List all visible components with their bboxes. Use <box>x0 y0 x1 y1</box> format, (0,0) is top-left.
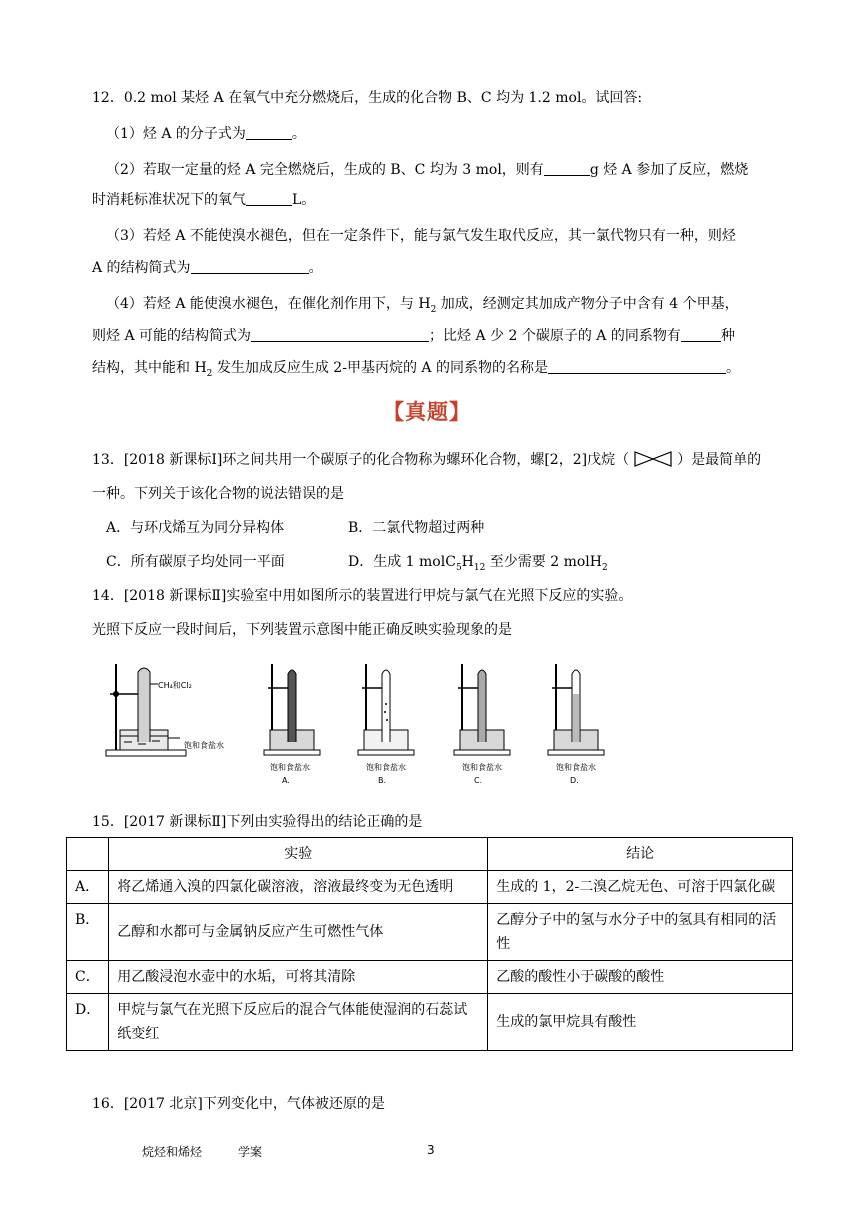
q12-part4-text: 发生加成反应生成 2-甲基丙烷的 A 的同系物的名称是 <box>212 360 548 376</box>
apparatus-option-b <box>356 654 416 758</box>
answer-blank <box>544 161 590 176</box>
q13-option-d <box>348 552 608 578</box>
q12-part4-text: 结构，其中能和 H <box>92 360 207 376</box>
punct: 。 <box>291 126 306 142</box>
footer-subtitle: 学案 <box>238 1145 263 1159</box>
experiment-cell: 甲烷与氯气在光照下反应后的混合气体能使湿润的石蕊试纸变红 <box>109 994 488 1051</box>
table-row <box>67 904 793 961</box>
option-cell: B． <box>67 904 109 961</box>
q12-part3: （3）若烃 A 不能使溴水褪色，但在一定条件下，能与氯气发生取代反应，其一氯代物只有一种，则烃 <box>106 228 736 244</box>
apparatus-option-d <box>546 654 606 758</box>
table-header-row <box>67 838 793 871</box>
answer-blank <box>251 327 429 342</box>
q12-part4 <box>106 294 739 320</box>
q14-stem-cont: 光照下反应一段时间后，下列装置示意图中能正确反映实验现象的是 <box>92 622 512 638</box>
letter-c: C. <box>474 776 483 785</box>
caption-b: 饱和食盐水 <box>366 763 406 772</box>
label-salt-water: 饱和食盐水 <box>184 741 224 750</box>
q12-part2-text: L。 <box>292 192 316 208</box>
table-header-cell: 实验 <box>109 838 488 871</box>
apparatus-option-a <box>262 654 322 758</box>
experiment-cell: 用乙酸浸泡水壶中的水垢，可将其清除 <box>109 961 488 994</box>
letter-a: A. <box>282 776 290 785</box>
table-header-cell: 结论 <box>488 838 793 871</box>
punct: 。 <box>308 260 323 276</box>
letter-d: D. <box>570 776 579 785</box>
q13-text: 13．[2018 新课标Ⅰ]环之间共用一个碳原子的化合物称为螺环化合物，螺[2，2]戊烷（ <box>92 452 630 468</box>
subscript: 12 <box>473 562 486 573</box>
q12-part2 <box>106 160 748 180</box>
q15-stem: 15．[2017 新课标Ⅱ]下列由实验得出的结论正确的是 <box>92 814 423 830</box>
experiment-cell: 将乙烯通入溴的四氯化碳溶液，溶液最终变为无色透明 <box>109 871 488 904</box>
spiropentane-structure-icon <box>633 450 673 468</box>
q14-stem: 14．[2018 新课标Ⅱ]实验室中用如图所示的装置进行甲烷与氯气在光照下反应的实验。 <box>92 588 633 604</box>
subscript: 2 <box>430 304 437 315</box>
caption-c: 饱和食盐水 <box>462 763 502 772</box>
conclusion-cell: 乙醇分子中的氢与水分子中的氢具有相同的活性 <box>488 904 793 961</box>
q12-part2-cont <box>92 190 315 210</box>
q13-option-c: C．所有碳原子均处同一平面 <box>106 554 285 570</box>
answer-blank <box>191 259 309 274</box>
option-cell: D． <box>67 994 109 1051</box>
answer-blank <box>246 125 292 140</box>
q12-part4-text: 种 <box>720 328 735 344</box>
q15-table <box>66 837 793 1051</box>
answer-blank <box>681 327 721 342</box>
q12-part2-text: （2）若取一定量的烃 A 完全燃烧后，生成的 B、C 均为 3 mol，则有 <box>106 162 544 178</box>
table-header-cell <box>67 838 109 871</box>
q16-stem: 16．[2017 北京]下列变化中，气体被还原的是 <box>92 1096 385 1112</box>
subscript: 2 <box>206 368 213 379</box>
option-cell: C． <box>67 961 109 994</box>
q12-part4-text: 则烃 A 可能的结构简式为 <box>92 328 252 344</box>
q12-stem: 12．0.2 mol 某烃 A 在氧气中充分燃烧后，生成的化合物 B、C 均为 1.2 mol。试回答: <box>92 90 643 106</box>
q12-part3-text: A 的结构简式为 <box>92 260 191 276</box>
apparatus-original <box>100 654 250 764</box>
q12-part2-text: g 烃 A 参加了反应，燃烧 <box>589 162 749 178</box>
section-banner: 【真题】 <box>383 400 471 424</box>
q12-part1-text: （1）烃 A 的分子式为 <box>106 126 246 142</box>
conclusion-cell: 生成的 1，2-二溴乙烷无色、可溶于四氯化碳 <box>488 871 793 904</box>
q13-option-a: A．与环戊烯互为同分异构体 <box>106 520 285 536</box>
punct: 。 <box>725 360 740 376</box>
footer-title: 烷烃和烯烃 <box>142 1145 203 1159</box>
q12-part4-line2 <box>92 326 735 346</box>
q13-stem-cont: 一种。下列关于该化合物的说法错误的是 <box>92 486 344 502</box>
q12-part2-text: 时消耗标准状况下的氧气 <box>92 192 246 208</box>
q13-text: 至少需要 2 molH <box>485 554 602 570</box>
conclusion-cell: 生成的氯甲烷具有酸性 <box>488 994 793 1051</box>
subscript: 5 <box>455 562 462 573</box>
caption-d: 饱和食盐水 <box>556 763 596 772</box>
q13-option-b: B．二氯代物超过两种 <box>348 520 485 536</box>
label-gas: CH₄和Cl₂ <box>158 681 192 690</box>
conclusion-cell: 乙酸的酸性小于碳酸的酸性 <box>488 961 793 994</box>
q12-part4-text: ；比烃 A 少 2 个碳原子的 A 的同系物有 <box>429 328 681 344</box>
letter-b: B. <box>378 776 387 785</box>
q12-part3-cont <box>92 258 323 278</box>
table-row <box>67 871 793 904</box>
q12-part4-line3 <box>92 358 740 384</box>
caption-a: 饱和食盐水 <box>270 763 310 772</box>
q13-stem <box>92 450 761 470</box>
subscript: 2 <box>602 562 608 573</box>
option-cell: A． <box>67 871 109 904</box>
experiment-cell: 乙醇和水都可与金属钠反应产生可燃性气体 <box>109 904 488 961</box>
q13-text: D．生成 1 molC <box>348 554 456 570</box>
answer-blank <box>548 359 726 374</box>
q12-part1 <box>106 124 306 144</box>
table-row <box>67 961 793 994</box>
q12-part4-text: （4）若烃 A 能使溴水褪色，在催化剂作用下，与 H <box>106 296 431 312</box>
q13-text: H <box>461 554 474 570</box>
table-row <box>67 994 793 1051</box>
q13-text: ）是最简单的 <box>677 452 762 468</box>
q12-part4-text: 加成，经测定其加成产物分子中含有 4 个甲基， <box>436 296 739 312</box>
answer-blank <box>246 191 292 206</box>
page-number: 3 <box>427 1143 435 1157</box>
apparatus-option-c <box>452 654 512 758</box>
